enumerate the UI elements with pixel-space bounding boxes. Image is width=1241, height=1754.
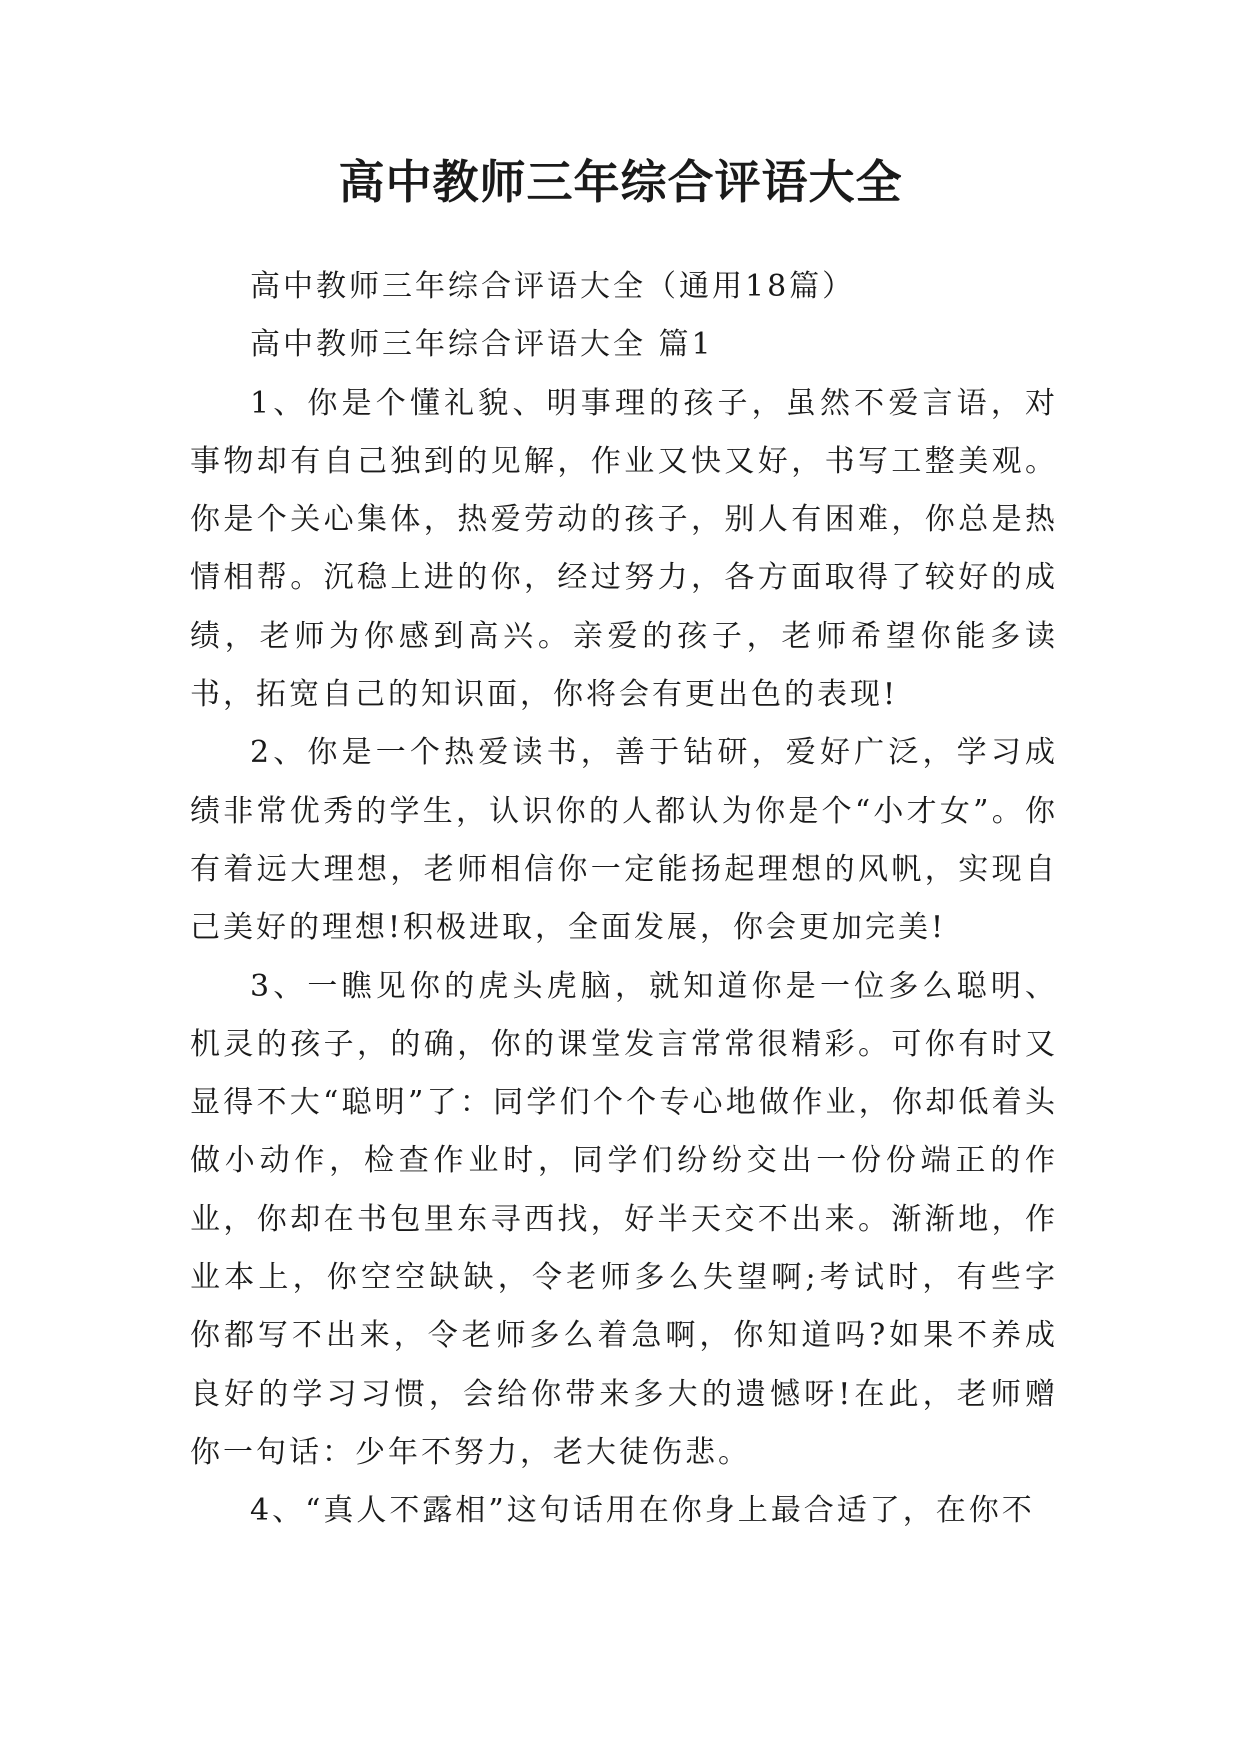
section-heading: 高中教师三年综合评语大全 篇1 bbox=[250, 327, 714, 363]
document-title: 高中教师三年综合评语大全 bbox=[338, 155, 903, 209]
document-body bbox=[190, 258, 1058, 1541]
comment-paragraph-3: 3、一瞧见你的虎头虎脑，就知道你是一位多么聪明、机灵的孩子，的确，你的课堂发言常常很精彩。可你有时又显得不大“聪明”了：同学们个个专心地做作业，你却低着头做小动作，检查作业时，同学们纷纷交出一份份端正的作业，你却在书包里东寻西找，好半天交不出来。渐渐地，作业本上，你空空缺缺，令老师多么失望啊;考试时，有些字你都写不出来，令老师多么着急啊，你知道吗?如果不养成良好的学习习惯，会给你带来多大的遗憾呀!在此，老师赠你一句话：少年不努力，老大徒伤悲。 bbox=[190, 968, 1058, 1470]
comment-paragraph-1: 1、你是个懂礼貌、明事理的孩子，虽然不爱言语，对事物却有自己独到的见解，作业又快又好，书写工整美观。你是个关心集体，热爱劳动的孩子，别人有困难，你总是热情相帮。沉稳上进的你，经过努力，各方面取得了较好的成绩，老师为你感到高兴。亲爱的孩子，老师希望你能多读书，拓宽自己的知识面，你将会有更出色的表现! bbox=[190, 385, 1058, 713]
comment-paragraph-2: 2、你是一个热爱读书，善于钻研，爱好广泛，学习成绩非常优秀的学生，认识你的人都认为你是个“小才女”。你有着远大理想，老师相信你一定能扬起理想的风帆，实现自己美好的理想!积极进取，全面发展，你会更加完美! bbox=[190, 735, 1058, 946]
subtitle-paragraph: 高中教师三年综合评语大全（通用18篇） bbox=[250, 269, 856, 304]
comment-paragraph-4: 4、“真人不露相”这句话用在你身上最合适了，在你不 bbox=[250, 1493, 1035, 1529]
